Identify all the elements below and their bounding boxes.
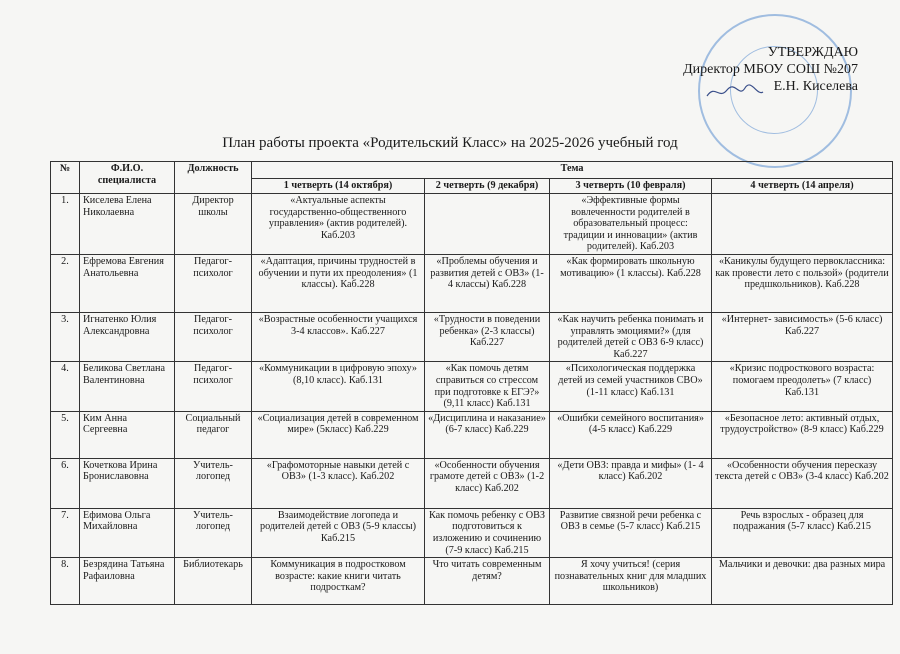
row-position: Учитель-логопед [175, 508, 252, 557]
row-q2: «Проблемы обучения и развития детей с ОВЗ» (1-4 классы) Каб.228 [425, 254, 550, 312]
header-name: Ф.И.О. специалиста [80, 162, 175, 194]
row-q2: «Как помочь детям справиться со стрессом при подготовке к ЕГЭ?» (9,11 класс) Каб.131 [425, 362, 550, 411]
row-q3: «Как формировать школьную мотивацию» (1 классы). Каб.228 [550, 254, 712, 312]
table-row [51, 508, 893, 557]
row-q2: «Дисциплина и наказание» (6-7 класс) Каб.229 [425, 411, 550, 458]
row-q1: Взаимодействие логопеда и родителей детей с ОВЗ (5-9 классы) Каб.215 [252, 508, 425, 557]
header-num: № [51, 162, 80, 194]
header-q4: 4 четверть (14 апреля) [712, 179, 893, 194]
row-name: Ефимова Ольга Михайловна [80, 508, 175, 557]
row-name: Кочеткова Ирина Брониславовна [80, 458, 175, 508]
row-name: Безрядина Татьяна Рафаиловна [80, 558, 175, 605]
row-num: 7. [51, 508, 80, 557]
row-q4: «Каникулы будущего первоклассника: как провести лето с пользой» (родители предшкольников). Каб.228 [712, 254, 893, 312]
header-q2: 2 четверть (9 декабря) [425, 179, 550, 194]
row-q2 [425, 194, 550, 255]
table-row [51, 312, 893, 361]
header-q1: 1 четверть (14 октября) [252, 179, 425, 194]
row-q4 [712, 194, 893, 255]
row-position: Педагог-психолог [175, 312, 252, 361]
row-position: Учитель-логопед [175, 458, 252, 508]
table-row [51, 254, 893, 312]
row-q3: «Ошибки семейного воспитания» (4-5 класс) Каб.229 [550, 411, 712, 458]
row-q4: Речь взрослых - образец для подражания (5-7 класс) Каб.215 [712, 508, 893, 557]
row-position: Директор школы [175, 194, 252, 255]
approval-block [683, 44, 858, 95]
row-q3: «Психологическая поддержка детей из семей участников СВО» (1-11 класс) Каб.131 [550, 362, 712, 411]
table-row [51, 411, 893, 458]
row-q4: «Кризис подросткового возраста: помогаем преодолеть» (7 класс) Каб.131 [712, 362, 893, 411]
row-q4: Мальчики и девочки: два разных мира [712, 558, 893, 605]
header-position: Должность [175, 162, 252, 194]
header-q3: 3 четверть (10 февраля) [550, 179, 712, 194]
row-name: Киселева Елена Николаевна [80, 194, 175, 255]
page-title: План работы проекта «Родительский Класс» на 2025-2026 учебный год [222, 135, 678, 151]
table-row [51, 558, 893, 605]
header-topic: Тема [252, 162, 893, 179]
row-num: 4. [51, 362, 80, 411]
row-q4: «Интернет- зависимость» (5-6 класс) Каб.227 [712, 312, 893, 361]
row-position: Педагог-психолог [175, 362, 252, 411]
row-name: Беликова Светлана Валентиновна [80, 362, 175, 411]
row-q3: «Дети ОВЗ: правда и мифы» (1- 4 класс) Каб.202 [550, 458, 712, 508]
row-num: 3. [51, 312, 80, 361]
approval-director: Директор МБОУ СОШ №207 [683, 62, 858, 77]
row-q2: Как помочь ребенку с ОВЗ подготовиться к изложению и сочинению (7-9 класс) Каб.215 [425, 508, 550, 557]
row-position: Социальный педагог [175, 411, 252, 458]
row-q2: Что читать современным детям? [425, 558, 550, 605]
row-q3: «Как научить ребенка понимать и управлять эмоциями?» (для родителей детей с ОВЗ 6-9 класс) Каб.227 [550, 312, 712, 361]
row-q2: «Трудности в поведении ребенка» (2-3 классы) Каб.227 [425, 312, 550, 361]
row-q3: Я хочу учиться! (серия познавательных книг для младших школьников) [550, 558, 712, 605]
row-q1: «Возрастные особенности учащихся 3-4 классов». Каб.227 [252, 312, 425, 361]
approval-heading: УТВЕРЖДАЮ [767, 45, 858, 60]
row-num: 6. [51, 458, 80, 508]
row-name: Ефремова Евгения Анатольевна [80, 254, 175, 312]
row-q3: «Эффективные формы вовлеченности родителей в образовательный процесс: традиции и инновации» (актив родителей). Каб.203 [550, 194, 712, 255]
row-num: 1. [51, 194, 80, 255]
row-q1: «Коммуникации в цифровую эпоху» (8,10 класс). Каб.131 [252, 362, 425, 411]
row-num: 2. [51, 254, 80, 312]
row-name: Игнатенко Юлия Александровна [80, 312, 175, 361]
row-position: Педагог-психолог [175, 254, 252, 312]
row-q1: «Социализация детей в современном мире» (5класс) Каб.229 [252, 411, 425, 458]
work-plan-table [50, 161, 893, 605]
row-q2: «Особенности обучения грамоте детей с ОВЗ» (1-2 класс) Каб.202 [425, 458, 550, 508]
approval-signatory: Е.Н. Киселева [773, 79, 858, 94]
row-num: 5. [51, 411, 80, 458]
row-q1: Коммуникация в подростковом возрасте: какие книги читать подросткам? [252, 558, 425, 605]
table-row [51, 458, 893, 508]
row-name: Ким Анна Сергеевна [80, 411, 175, 458]
row-num: 8. [51, 558, 80, 605]
row-q1: «Актуальные аспекты государственно-общественного управления» (актив родителей). Каб.203 [252, 194, 425, 255]
row-q4: «Особенности обучения пересказу текста детей с ОВЗ» (3-4 класс) Каб.202 [712, 458, 893, 508]
table-row [51, 362, 893, 411]
row-position: Библиотекарь [175, 558, 252, 605]
table-row [51, 194, 893, 255]
row-q1: «Адаптация, причины трудностей в обучении и пути их преодоления» (1 классы). Каб.228 [252, 254, 425, 312]
row-q1: «Графомоторные навыки детей с ОВЗ» (1-3 класс). Каб.202 [252, 458, 425, 508]
row-q4: «Безопасное лето: активный отдых, трудоустройство» (8-9 класс) Каб.229 [712, 411, 893, 458]
row-q3: Развитие связной речи ребенка с ОВЗ в семье (5-7 класс) Каб.215 [550, 508, 712, 557]
